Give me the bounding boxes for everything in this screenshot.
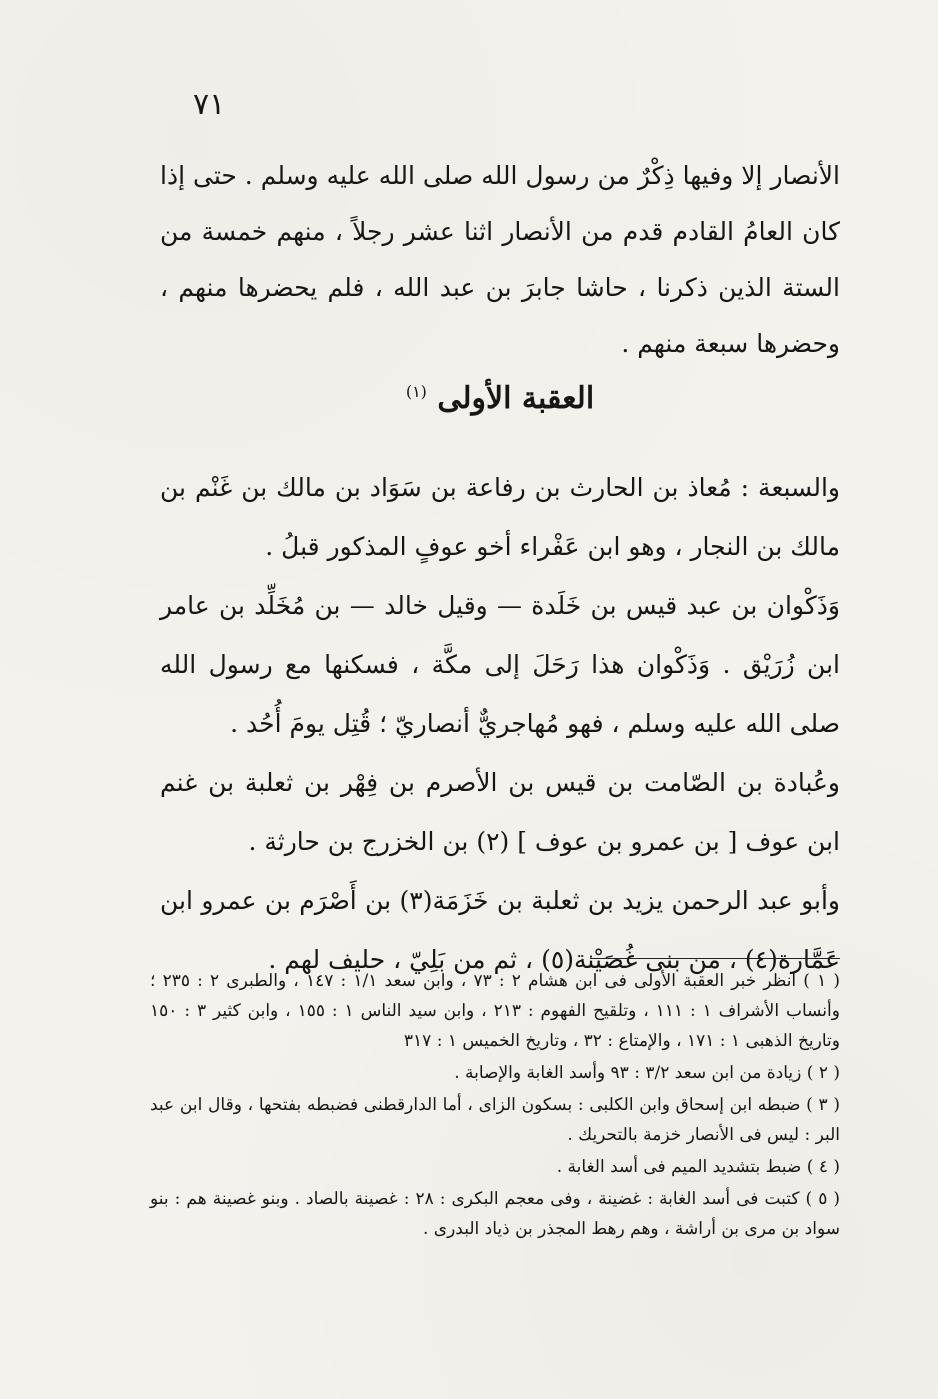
intro-paragraph: الأنصار إلا وفيها ذِكْرٌ من رسول الله صلى الله عليه وسلم . حتى إذا كان العامُ القادم قدم من الأنصار اثنا عشر رجلاً ، منهم خمسة من الستة الذين ذكرنا ، حاشا جابرَ بن عبد الله ، فلم يحضرها منهم ، وحضرها سبعة منهم . [160,161,840,358]
paragraph-dhakwan: وَذَكْوان بن عبد قيس بن خَلَدة — وقيل خالد — بن مُخَلِّد بن عامر ابن زُرَيْق . وَذَكْوان هذا رَحَلَ إلى مكَّة ، فسكنها مع رسول الله صلى الله عليه وسلم ، فهو مُهاجريٌّ أنصاريّ ؛ قُتِل يومَ أُحُد . [160,591,840,738]
footnote-4: ( ٤ ) ضبط بتشديد الميم فى أسد الغابة . [556,1157,840,1177]
footnotes [150,966,840,1246]
footnote-5: ( ٥ ) كتبت فى أسد الغابة : غضينة ، وفى معجم البكرى : ٢٨ : غصينة بالصاد . وبنو غصينة هم : بنو سواد بن مرى بن أراشة ، وهم رهط المجذر بن ذياد البدرى . [150,1189,840,1239]
paragraph-muadh: والسبعة : مُعاذ بن الحارث بن رفاعة بن سَوَاد بن مالك بن غَنْم بن مالك بن النجار ، وهو ابن عَفْراء أخو عوفٍ المذكور قبلُ . [160,473,840,561]
paragraph-ubada: وعُبادة بن الصّامت بن قيس بن الأصرم بن فِهْر بن ثعلبة بن غنم ابن عوف [ بن عمرو بن عوف ] (٢) بن الخزرج بن حارثة . [160,768,840,856]
section-title: العقبة الأولى [437,381,595,416]
body-text [160,458,840,989]
paragraph-abu-abd-al-rahman: وأبو عبد الرحمن يزيد بن ثعلبة بن خَزَمَة(٣) بن أَصْرَم بن عمرو ابن عَمَّارة(٤) ، من بنى غُصَيْنة(٥) ، ثم من بَلِيّ ، حليف لهم . [160,886,840,974]
page-number: ٧١ [193,87,226,122]
footnote-divider [590,958,840,959]
section-title-note: (١) [405,382,427,401]
section-heading [160,372,840,419]
footnote-2: ( ٢ ) زيادة من ابن سعد ٣/٢ : ٩٣ وأسد الغابة والإصابة . [454,1063,840,1083]
footnote-1: ( ١ ) انظر خبر العقبة الأولى فى ابن هشام ٢ : ٧٣ ، وابن سعد ١/١ : ١٤٧ ، والطبرى ٢ : ٢٣٥ ؛ وأنساب الأشراف ١ : ١١١ ، وتلقيح الفهوم : ٢١٣ ، وابن سيد الناس ١ : ١٥٥ ، وابن كثير ٣ : ١٥٠ وتاريخ الذهبى ١ : ١٧١ ، والإمتاع : ٣٢ ، وتاريخ الخميس ١ : ٣١٧ [150,971,840,1051]
footnote-3: ( ٣ ) ضبطه ابن إسحاق وابن الكلبى : بسكون الزاى ، أما الدارقطنى فضبطه بفتحها ، وقال ابن عبد البر : ليس فى الأنصار خزمة بالتحريك . [150,1095,840,1145]
